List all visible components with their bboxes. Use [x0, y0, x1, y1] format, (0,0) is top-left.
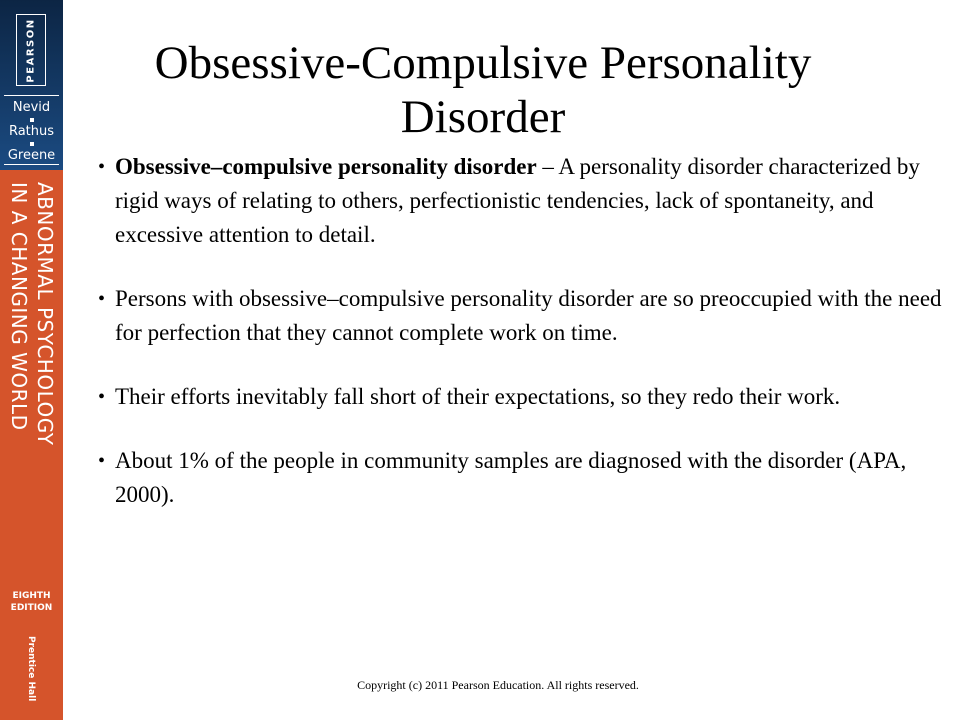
- copyright-footer: Copyright (c) 2011 Pearson Education. All rights reserved.: [357, 678, 639, 692]
- bullet-term: Obsessive–compulsive personality disorder: [115, 154, 537, 179]
- imprint-name: Prentice Hall: [26, 636, 36, 702]
- book-title: [6, 182, 58, 445]
- author-list: [0, 98, 63, 166]
- bullet-item: [98, 444, 948, 512]
- author-name: Nevid: [12, 100, 51, 115]
- book-cover-spine: [0, 0, 63, 720]
- bullet-item: [98, 150, 948, 252]
- edition-label: [0, 590, 63, 614]
- book-title-block: [2, 182, 62, 562]
- bullet-text: Persons with obsessive–compulsive personality disorder are so preoccupied with the need for perfection that they cannot complete work on time.: [115, 286, 942, 345]
- bullet-item: [98, 380, 948, 414]
- bullet-list: [98, 150, 948, 542]
- author-name: Rathus: [8, 124, 55, 139]
- publisher-name: PEARSON: [25, 17, 37, 83]
- imprint-block: [0, 636, 63, 702]
- book-title-line-2: IN A CHANGING WORLD: [7, 182, 31, 431]
- bullet-text: – A personality disorder characterized by rigid ways of relating to others, perfectionistic tendencies, lack of spontaneity, and excessive attention to detail.: [115, 154, 920, 247]
- bullet-text: About 1% of the people in community samples are diagnosed with the disorder (APA, 2000).: [115, 448, 907, 507]
- author-divider-bottom: [4, 164, 59, 165]
- bullet-text: Their efforts inevitably fall short of their expectations, so they redo their work.: [115, 384, 841, 409]
- author-name: Greene: [7, 148, 56, 163]
- edition-line-1: EIGHTH: [12, 591, 51, 601]
- bullet-item: [98, 282, 948, 350]
- author-divider-top: [4, 95, 59, 96]
- edition-line-2: EDITION: [10, 603, 53, 613]
- slide-title: [63, 36, 903, 144]
- book-title-line-1: ABNORMAL PSYCHOLOGY: [33, 182, 57, 446]
- slide-title-line-2: Disorder: [400, 91, 566, 143]
- slide-title-line-1: Obsessive-Compulsive Personality: [154, 37, 812, 89]
- publisher-logo: [16, 14, 46, 86]
